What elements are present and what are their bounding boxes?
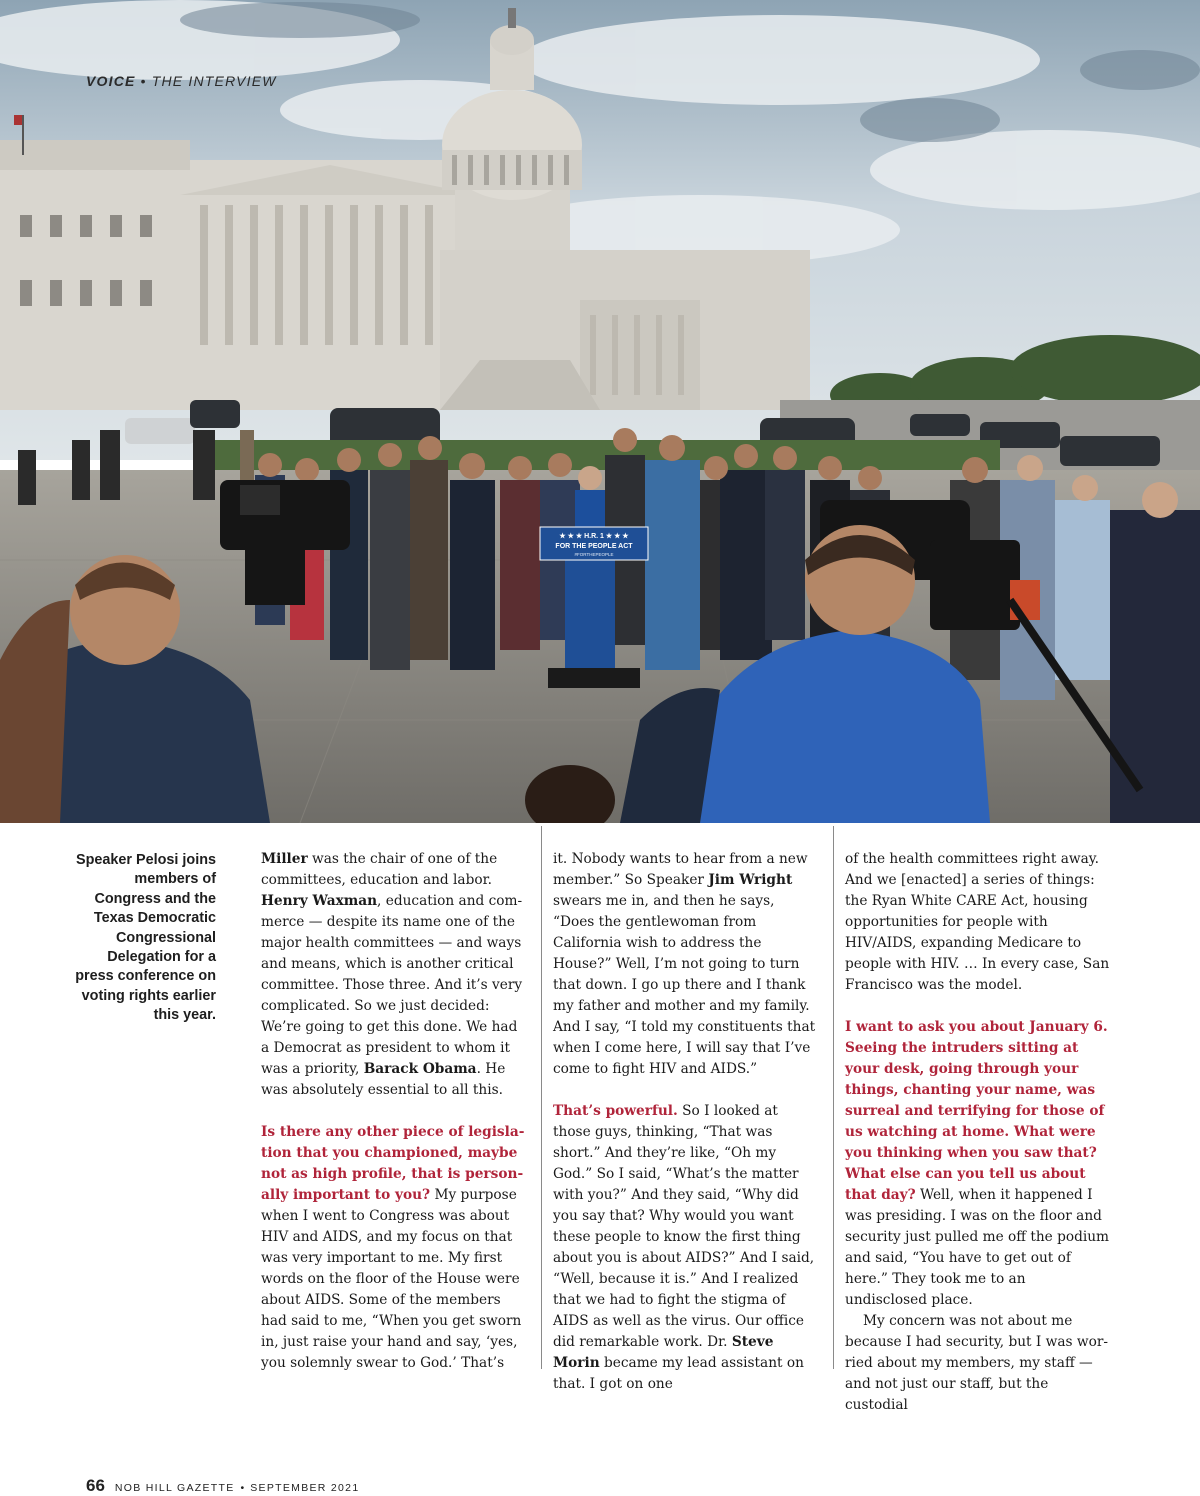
paragraph (845, 1017, 1111, 1311)
paragraph (553, 849, 819, 1080)
paragraph (261, 849, 527, 1101)
interview-answer: My purpose when I went to Congress was about HIV and AIDS, and my focus on that was very important to me. My first words on the floor of the House were about AIDS. Some of the members had said to me, “When you get sworn in, just raise your hand and say, ‘yes, you solemnly swear to God.’ That’s (261, 1187, 522, 1371)
name-steve-morin: Steve Morin (553, 1334, 774, 1371)
paragraph: My concern was not about me because I had security, but I was worried about my members, my staff — and not just our staff, but the custodial (845, 1313, 1109, 1413)
text-span: became my lead assistant on that. I got on one (553, 1355, 804, 1392)
name-waxman: Henry Waxman (261, 893, 378, 909)
name-jim-wright: Jim Wright (708, 872, 793, 888)
section-title: THE INTERVIEW (151, 73, 277, 89)
paragraph (261, 1122, 527, 1374)
section-label (86, 73, 277, 89)
text-span: it. Nobody wants to hear from a new member.” So Speaker (553, 851, 808, 888)
paragraph (553, 1101, 819, 1395)
interview-question: That’s powerful. (553, 1103, 678, 1119)
text-span: swears me in, and then he says, “Does the gentlewoman from California wish to address the House?” Well, I’m not going to turn that down. I go up there and I thank my father and mother and my family. And I say, “I told my constituents that when I come here, I will say that I’ve come to fight HIV and AIDS.” (553, 893, 816, 1077)
podium-sign-line3: #FORTHEPEOPLE (574, 552, 614, 557)
section-separator: • (140, 73, 147, 89)
page-footer (86, 1476, 359, 1496)
text-span: was the chair of one of the committees, education and labor. (261, 851, 498, 888)
podium-sign-line2: FOR THE PEOPLE ACT (555, 543, 633, 550)
section-kicker: VOICE (86, 73, 136, 89)
page-number: 66 (86, 1476, 105, 1495)
name-obama: Barack Obama (363, 1061, 477, 1077)
text-span: , education and commerce — despite its name one of the major health committees — and ways and means, which is another critical committee. Those three. And it’s very complicated. So we just decided: We’re going to get this done. We had a Democrat as president to whom it was a priority, (261, 893, 523, 1077)
column-divider (833, 826, 834, 1369)
publication-name: NOB HILL GAZETTE (114, 1482, 235, 1494)
issue-date: SEPTEMBER 2021 (250, 1482, 360, 1494)
interview-question: Is there any other piece of legislation that you championed, maybe not as high profile, that is personally important to you? (261, 1124, 525, 1203)
text-span: So I looked at those guys, thinking, “That was short.” And they’re like, “Oh my God.” So I said, “What’s the matter with you?” And they said, “Why did you say that? Why would you want these people to know the first thing about you is about AIDS?” And I said, “Well, because it is.” And I realized that we had to fight the stigma of AIDS as well as the virus. Our office did remarkable work. Dr. (553, 1103, 815, 1350)
photo-caption: Speaker Pelosi joins members of Congress and the Texas Democratic Congressional Delegation for a press conference on voting rights earlier this year. (75, 852, 216, 1024)
paragraph: of the health committees right away. And we [enacted] a series of things: the Ryan White CARE Act, housing opportunities for people with HIV/AIDS, expanding Medicare to people with HIV. … In every case, San Francisco was the model. (845, 851, 1110, 993)
podium-sign-line1: ★ ★ ★ H.R. 1 ★ ★ ★ (559, 533, 629, 540)
text-span: . He was absolutely essential to all this. (261, 1061, 506, 1098)
article-column-1 (261, 849, 527, 1374)
interview-question: I want to ask you about January 6. Seeing the intruders sitting at your desk, going through your things, chanting your name, was surreal and terrifying for those of us watching at home. What were you thinking when you saw that? What else can you tell us about that day? (845, 1019, 1108, 1203)
name-miller: Miller (261, 851, 308, 867)
footer-separator: • (240, 1482, 245, 1494)
column-divider (541, 826, 542, 1369)
article-column-3 (845, 849, 1111, 1416)
interview-answer: Well, when it happened I was presiding. I was on the floor and security just pulled me off the podium and said, “You have to get out of here.” They took me to an undisclosed place. (845, 1187, 1110, 1308)
article-column-2 (553, 849, 819, 1395)
